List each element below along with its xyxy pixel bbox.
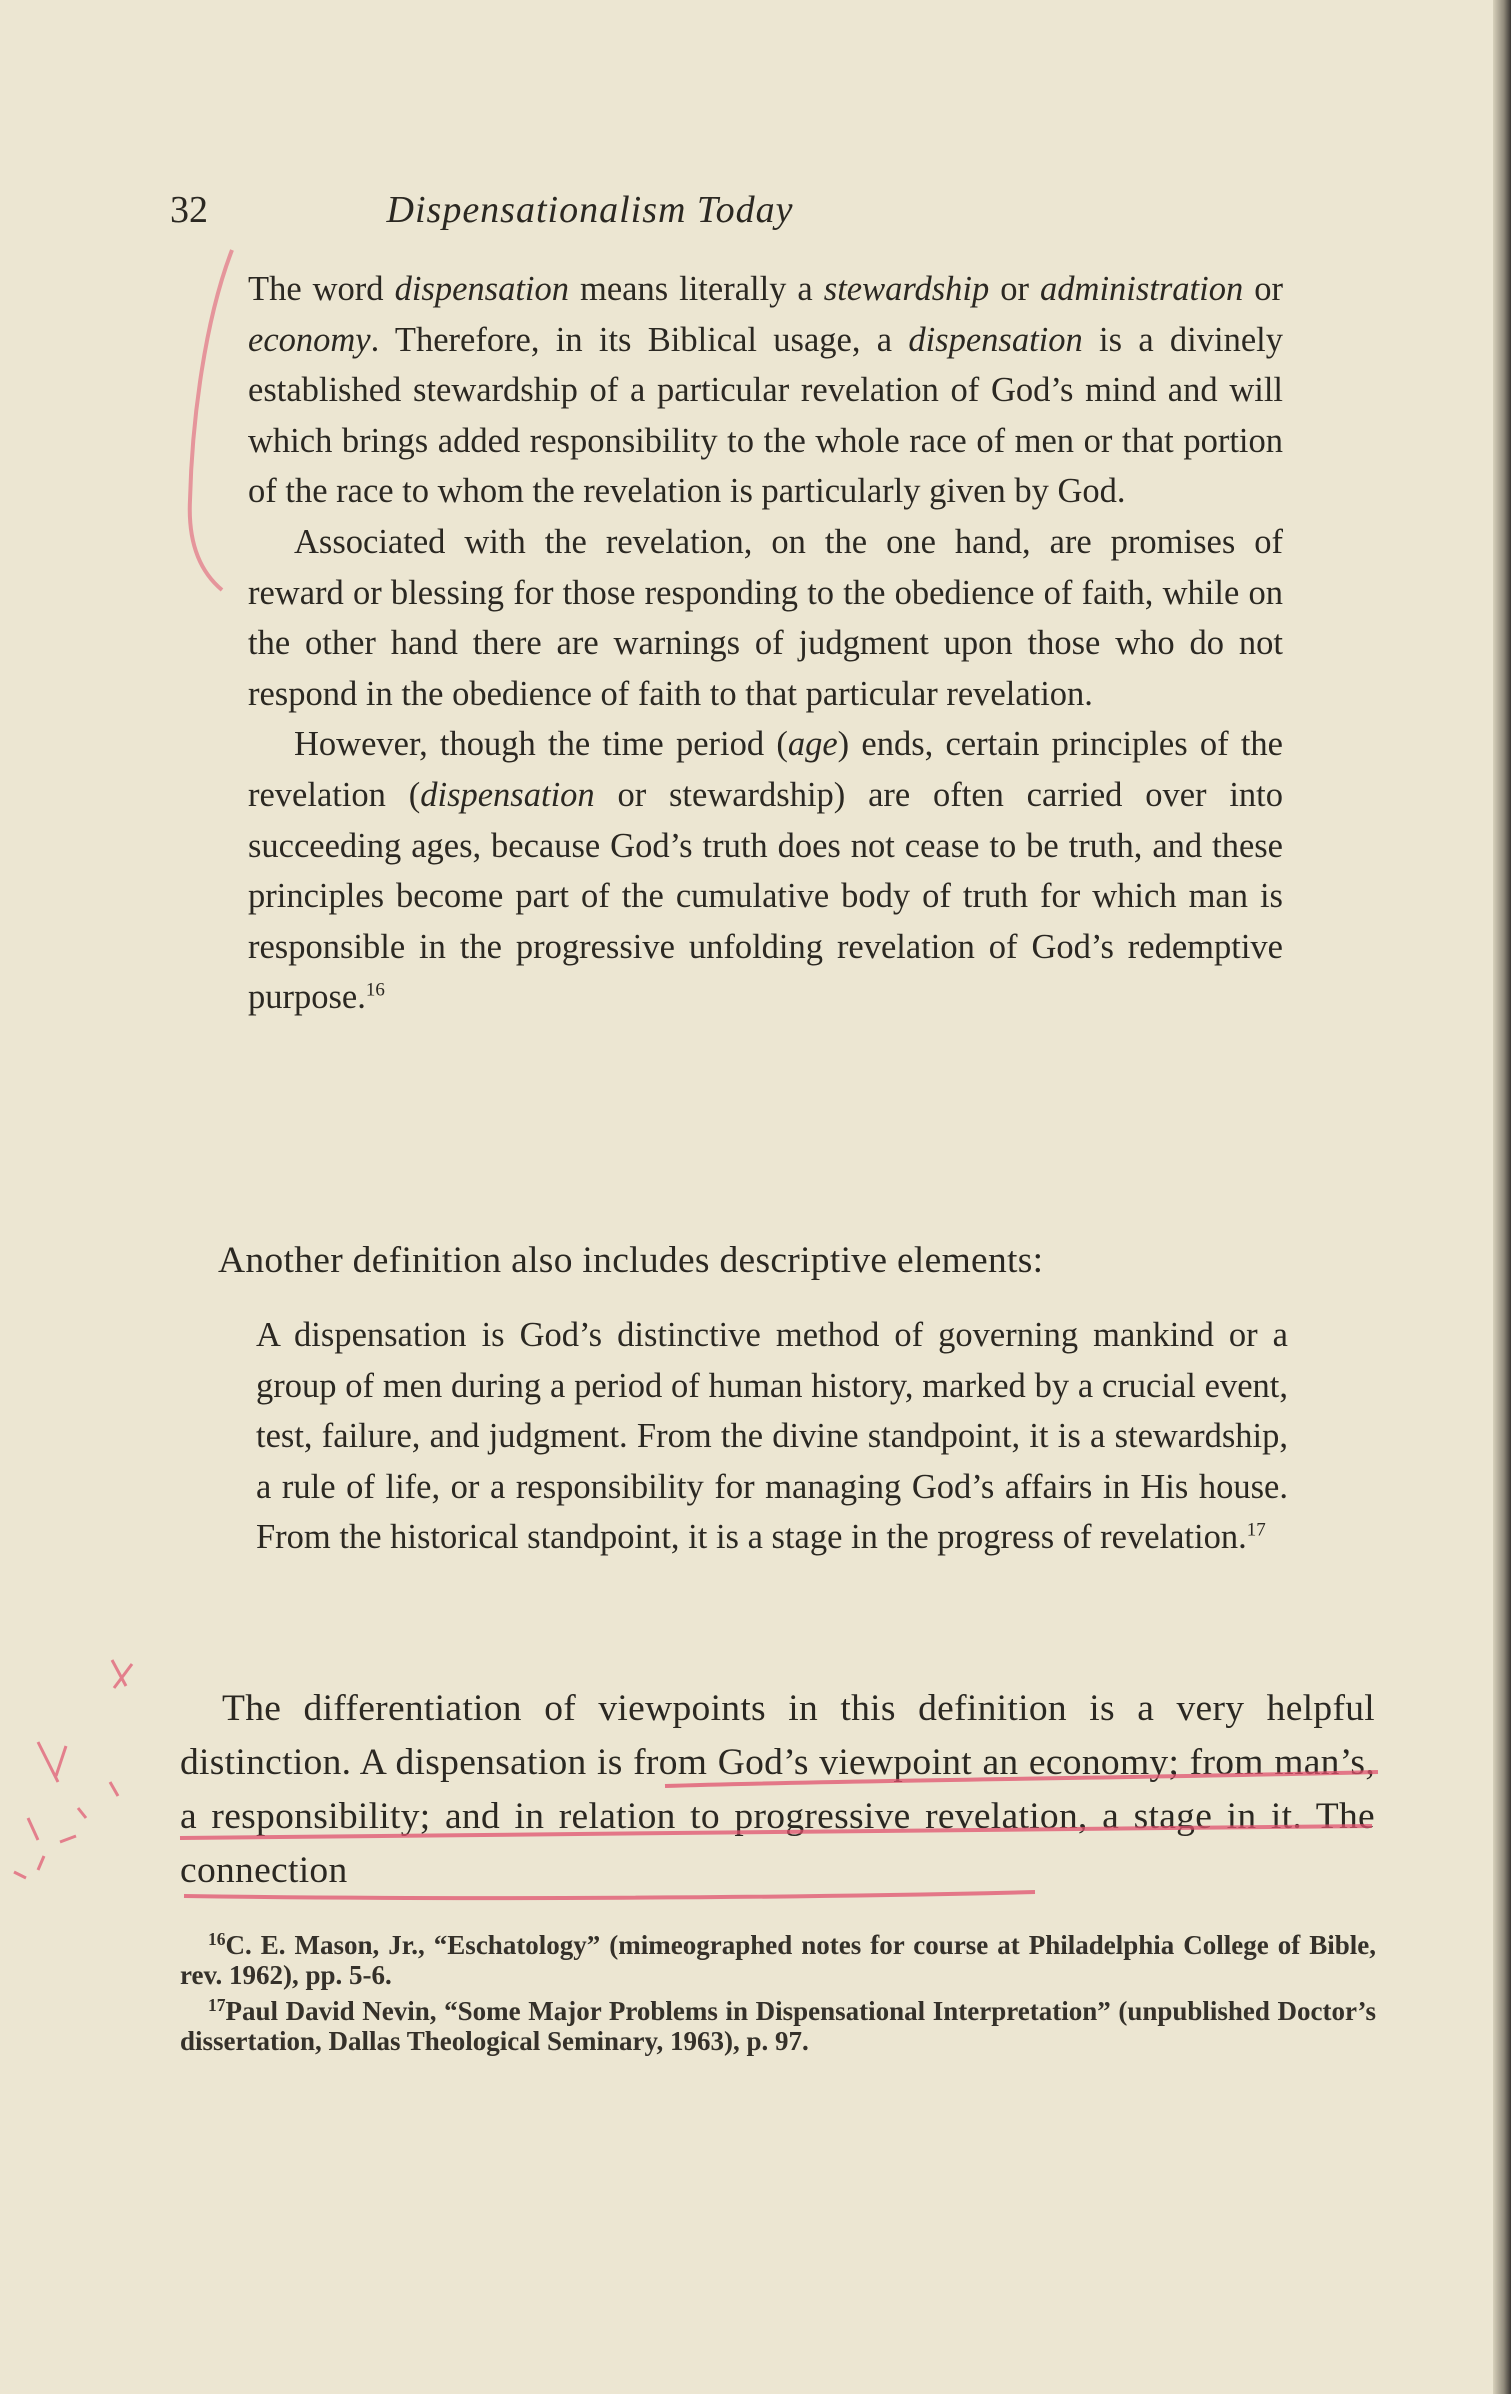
margin-scribble-mark [14,1660,132,1878]
differentiation-text: The differentiation of viewpoints in this definition is a very helpful distinction. A dispensation is from God’s viewpoint an economy; from man’s, a responsibility; and in relation to progressive revelation, a stage in it. The connection [180,1688,1375,1891]
italic-term: stewardship [823,270,990,308]
text-run: However, though the time period ( [294,725,788,764]
intro-paragraph: Another definition also includes descriptive elements: [218,1240,1044,1281]
text-run: means literally a [568,270,824,308]
italic-term: economy [248,320,371,359]
quote1-paragraph-2: Associated with the revelation, on the one hand, are promises of reward or blessing for those responding to the obedience of faith, while on the other hand there are warnings of judgment upon those who do not respond in the obedience of faith to that particular revelation. [248,522,1283,713]
italic-term: age [787,725,838,764]
text-run: or [1243,270,1283,308]
page-number: 32 [170,189,208,231]
footnote-17-mark: 17 [208,1994,226,2015]
underline-mark-1 [665,1772,1378,1786]
italic-term: dispensation [420,775,595,814]
margin-bracket-mark [190,250,232,590]
running-title: Dispensationalism Today [386,189,794,231]
underline-mark-2 [180,1826,1372,1838]
footnote-16-text: C. E. Mason, Jr., “Eschatology” (mimeographed notes for course at Philadelphia College of Bible, rev. 1962), pp. 5-6. [180,1929,1376,1990]
text-run: is a divinely established stewardship of a particular revelation of God’s mind and will which brings added responsibility to the whole race of men or that portion of the race to whom the revelation is particularly given by God. [248,320,1283,511]
underline-mark-3 [184,1892,1035,1898]
footnote-16-mark: 16 [208,1929,226,1949]
text-run: ) ends, certain principles of the revelation ( [248,725,1283,814]
italic-term: dispensation [908,320,1083,359]
text-run: or [989,270,1041,308]
quote2-text: A dispensation is God’s distinctive method of governing mankind or a group of men during a period of human history, marked by a crucial event, test, failure, and judgment. From the divine standpoint, it is a stewardship, a rule of life, or a responsibility for managing God’s affairs in His house. From the historical standpoint, it is a stage in the progress of revelation. [256,1316,1288,1557]
text-run: or stewardship) are often carried over into succeeding ages, because God’s truth does not cease to be truth, and these principles become part of the cumulative body of truth for which man is responsible in the progressive unfolding revelation of God’s redemptive purpose. [248,775,1284,1017]
footnote-17-text: Paul David Nevin, “Some Major Problems in Dispensational Interpretation” (unpublished Doctor’s dissertation, Dallas Theological Seminary, 1963), p. 97. [180,1995,1376,2056]
footnote-ref-16: 16 [365,979,385,1001]
footnote-ref-17: 17 [1246,1519,1266,1541]
italic-term: dispensation [394,270,569,308]
text-run: The word [248,270,395,308]
italic-term: administration [1040,270,1244,308]
text-run: . Therefore, in its Biblical usage, a [370,320,909,359]
